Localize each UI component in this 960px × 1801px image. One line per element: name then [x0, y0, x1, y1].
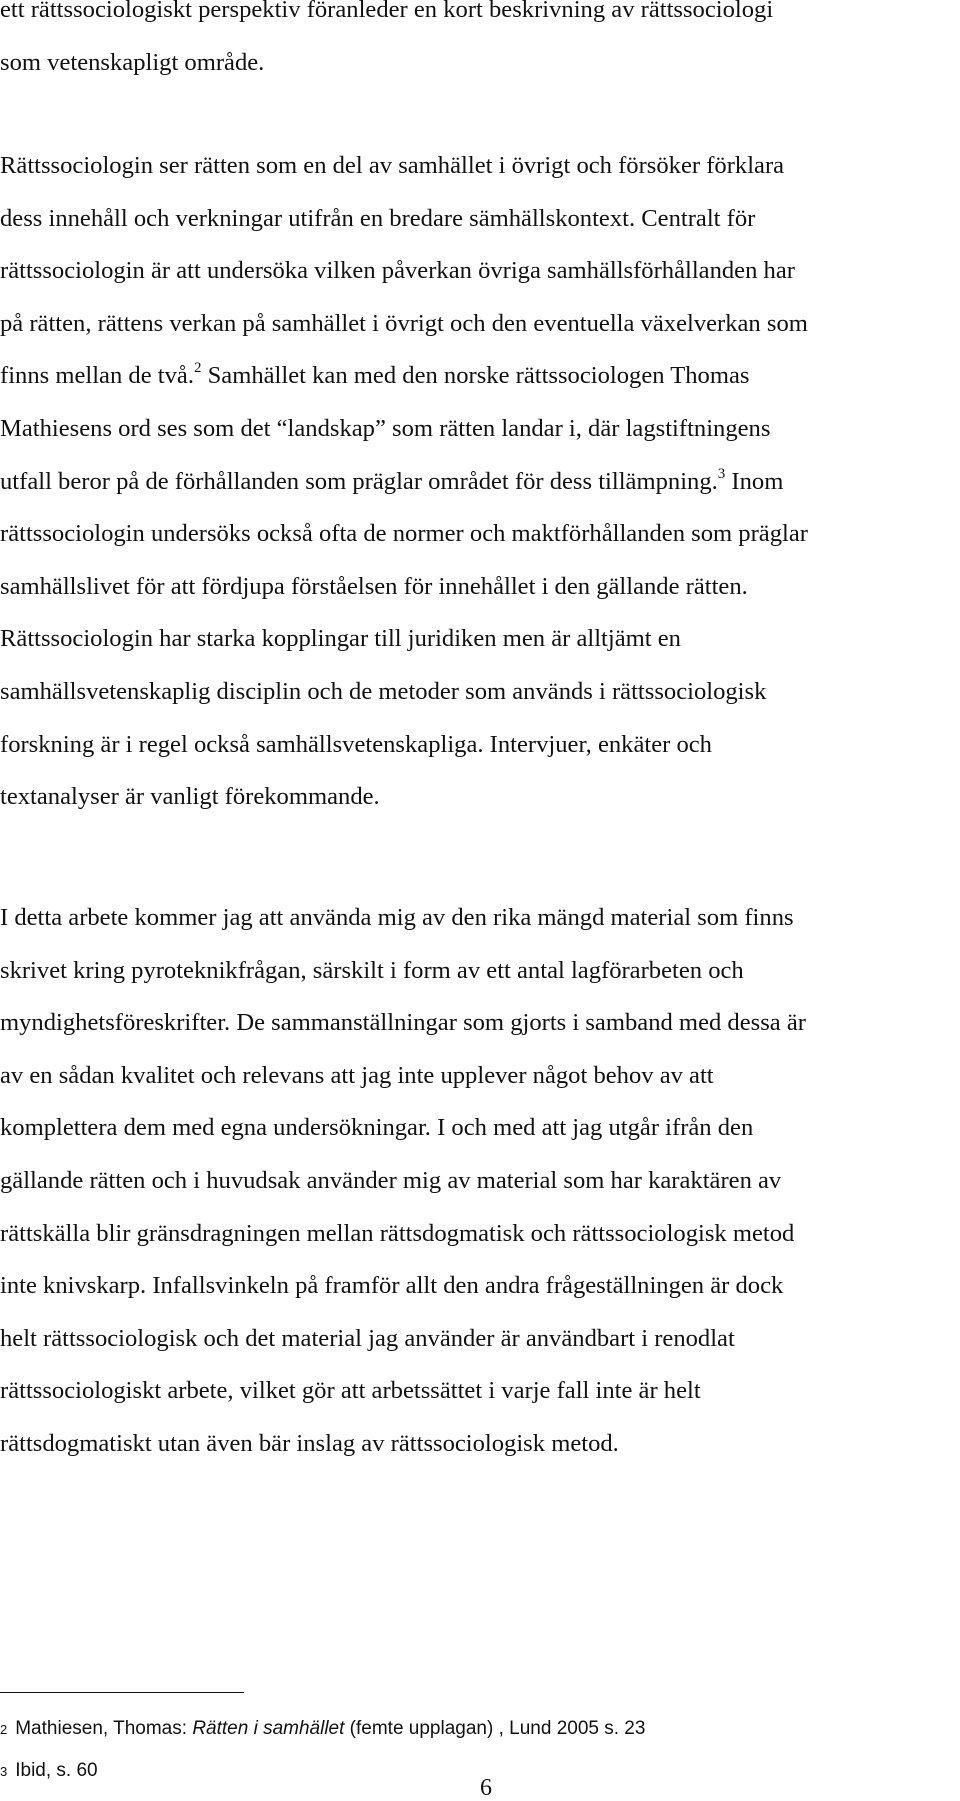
- text-line: gällande rätten och i huvudsak använder mig av material som har karaktären av: [0, 1166, 782, 1194]
- text-line: rättsdogmatiskt utan även bär inslag av rättssociologisk metod.: [0, 1429, 619, 1457]
- footnote-2: [0, 1717, 645, 1759]
- paragraph-rattssociologi: [0, 140, 950, 824]
- footnotes: [0, 1717, 645, 1801]
- text-line: helt rättssociologisk och det material jag använder är användbart i renodlat: [0, 1324, 735, 1352]
- footnote-text: Mathiesen, Thomas:: [15, 1718, 193, 1739]
- text-line: av en sådan kvalitet och relevans att jag inte upplever något behov av att: [0, 1061, 714, 1089]
- text-line: ett rättssociologiskt perspektiv föranleder en kort beskrivning av rättssociologi: [0, 0, 774, 23]
- footnote-text: Ibid, s. 60: [15, 1760, 98, 1781]
- text-line: rättssociologiskt arbete, vilket gör att arbetssättet i varje fall inte är helt: [0, 1377, 701, 1405]
- footnote-book-title: Rätten i samhället: [192, 1718, 345, 1739]
- text-line: [0, 350, 950, 403]
- text-line: skrivet kring pyroteknikfrågan, särskilt i form av ett antal lagförarbeten och: [0, 956, 744, 984]
- text-segment: finns mellan de två.: [0, 362, 194, 390]
- footnote-divider: [0, 1692, 244, 1693]
- footnote-reference[interactable]: 3: [717, 465, 726, 482]
- paragraph-intro-continuation: [0, 0, 950, 89]
- footnote-text: (femte upplagan) , Lund 2005 s. 23: [344, 1718, 646, 1739]
- text-line: samhällslivet för att fördjupa förståelsen för innehållet i den gällande rätten.: [0, 572, 748, 600]
- text-line: myndighetsföreskrifter. De sammanställningar som gjorts i samband med dessa är: [0, 1009, 806, 1037]
- text-line: på rätten, rättens verkan på samhället i övrigt och den eventuella växelverkan som: [0, 309, 808, 337]
- text-segment: utfall beror på de förhållanden som präglar området för dess tillämpning.: [0, 467, 718, 495]
- text-line: komplettera dem med egna undersökningar. I och med att jag utgår ifrån den: [0, 1114, 754, 1142]
- text-line: rättssociologin är att undersöka vilken påverkan övriga samhällsförhållanden har: [0, 257, 795, 285]
- page-number: 6: [480, 1775, 492, 1801]
- text-line: rättssociologin undersöks också ofta de normer och maktförhållanden som präglar: [0, 520, 808, 548]
- text-line: dess innehåll och verkningar utifrån en bredare sämhällskontext. Centralt för: [0, 204, 756, 232]
- text-line: [0, 456, 950, 509]
- text-line: inte knivskarp. Infallsvinkeln på framför allt den andra frågeställningen är dock: [0, 1272, 784, 1300]
- text-line: Mathiesens ord ses som det “landskap” som rätten landar i, där lagstiftningens: [0, 414, 771, 442]
- footnote-number: 3: [0, 1764, 8, 1779]
- text-line: rättskälla blir gränsdragningen mellan rättsdogmatisk och rättssociologisk metod: [0, 1219, 795, 1247]
- text-segment: Inom: [725, 467, 784, 495]
- text-segment: Samhället kan med den norske rättssociologen Thomas: [201, 362, 750, 390]
- footnote-reference[interactable]: 2: [193, 360, 202, 377]
- footnote-3: [0, 1759, 645, 1801]
- text-line: samhällsvetenskaplig disciplin och de metoder som används i rättssociologisk: [0, 677, 767, 705]
- text-line: forskning är i regel också samhällsvetenskapliga. Intervjuer, enkäter och: [0, 730, 712, 758]
- text-line: I detta arbete kommer jag att använda mig av den rika mängd material som finns: [0, 904, 794, 931]
- text-line: som vetenskapligt område.: [0, 48, 265, 76]
- text-line: Rättssociologin ser rätten som en del av samhället i övrigt och försöker förklara: [0, 152, 785, 179]
- footnote-number: 2: [0, 1722, 8, 1737]
- text-line: textanalyser är vanligt förekommande.: [0, 783, 380, 811]
- text-line: Rättssociologin har starka kopplingar till juridiken men är alltjämt en: [0, 625, 681, 653]
- paragraph-material: [0, 892, 950, 1471]
